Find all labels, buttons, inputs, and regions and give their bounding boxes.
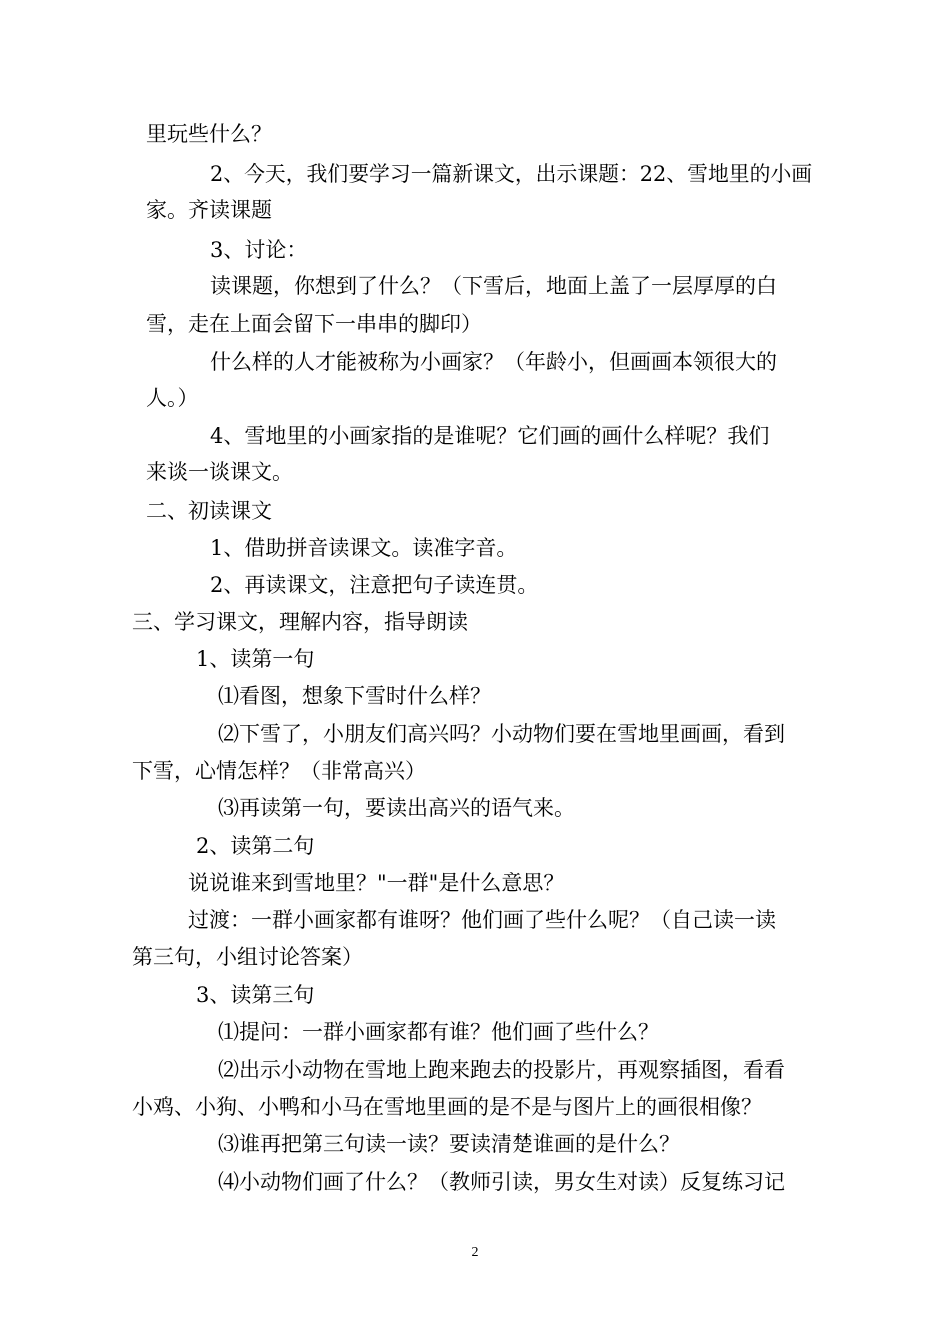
text-line: ⑶再读第一句，要读出高兴的语气来。	[218, 796, 575, 820]
text-line: ⑴提问：一群小画家都有谁？他们画了些什么？	[218, 1020, 659, 1044]
page-number: 2	[471, 1245, 479, 1260]
text-line: 来谈一谈课文。	[146, 460, 293, 484]
text-line: 读课题，你想到了什么？（下雪后，地面上盖了一层厚厚的白	[210, 274, 777, 298]
text-line: 4、雪地里的小画家指的是谁呢？它们画的画什么样呢？我们	[210, 424, 770, 448]
text-line: ⑷小动物们画了什么？（教师引读，男女生对读）反复练习记	[218, 1170, 785, 1194]
text-line: 2、今天，我们要学习一篇新课文，出示课题：22、雪地里的小画	[210, 162, 813, 186]
text-line: 3、讨论：	[210, 238, 308, 262]
text-line: 什么样的人才能被称为小画家？（年龄小，但画画本领很大的	[210, 350, 777, 374]
text-line: 2、读第二句	[196, 834, 315, 858]
section-heading: 三、学习课文，理解内容，指导朗读	[132, 610, 468, 634]
text-line: 第三句，小组讨论答案）	[132, 945, 363, 969]
text-line: 里玩些什么？	[146, 122, 272, 146]
text-line: 3、读第三句	[196, 983, 315, 1007]
text-line: 下雪，心情怎样？（非常高兴）	[132, 759, 426, 783]
text-line: 2、再读课文，注意把句子读连贯。	[210, 573, 539, 597]
text-line: ⑶谁再把第三句读一读？要读清楚谁画的是什么？	[218, 1132, 680, 1156]
text-line: 家。齐读课题	[146, 198, 272, 222]
text-line: 说说谁来到雪地里？"一群"是什么意思？	[188, 871, 565, 895]
text-line: ⑴看图，想象下雪时什么样？	[218, 684, 491, 708]
text-line: 雪，走在上面会留下一串串的脚印）	[146, 312, 482, 336]
text-line: 过渡：一群小画家都有谁呀？他们画了些什么呢？（自己读一读	[188, 908, 776, 932]
section-heading: 二、初读课文	[146, 499, 272, 523]
text-line: 1、读第一句	[196, 647, 315, 671]
text-line: ⑵下雪了，小朋友们高兴吗？小动物们要在雪地里画画，看到	[218, 722, 785, 746]
text-line: ⑵出示小动物在雪地上跑来跑去的投影片，再观察插图，看看	[218, 1058, 785, 1082]
text-line: 小鸡、小狗、小鸭和小马在雪地里画的是不是与图片上的画很相像？	[132, 1095, 762, 1119]
text-line: 人。）	[146, 386, 199, 410]
text-line: 1、借助拼音读课文。读准字音。	[210, 536, 518, 560]
